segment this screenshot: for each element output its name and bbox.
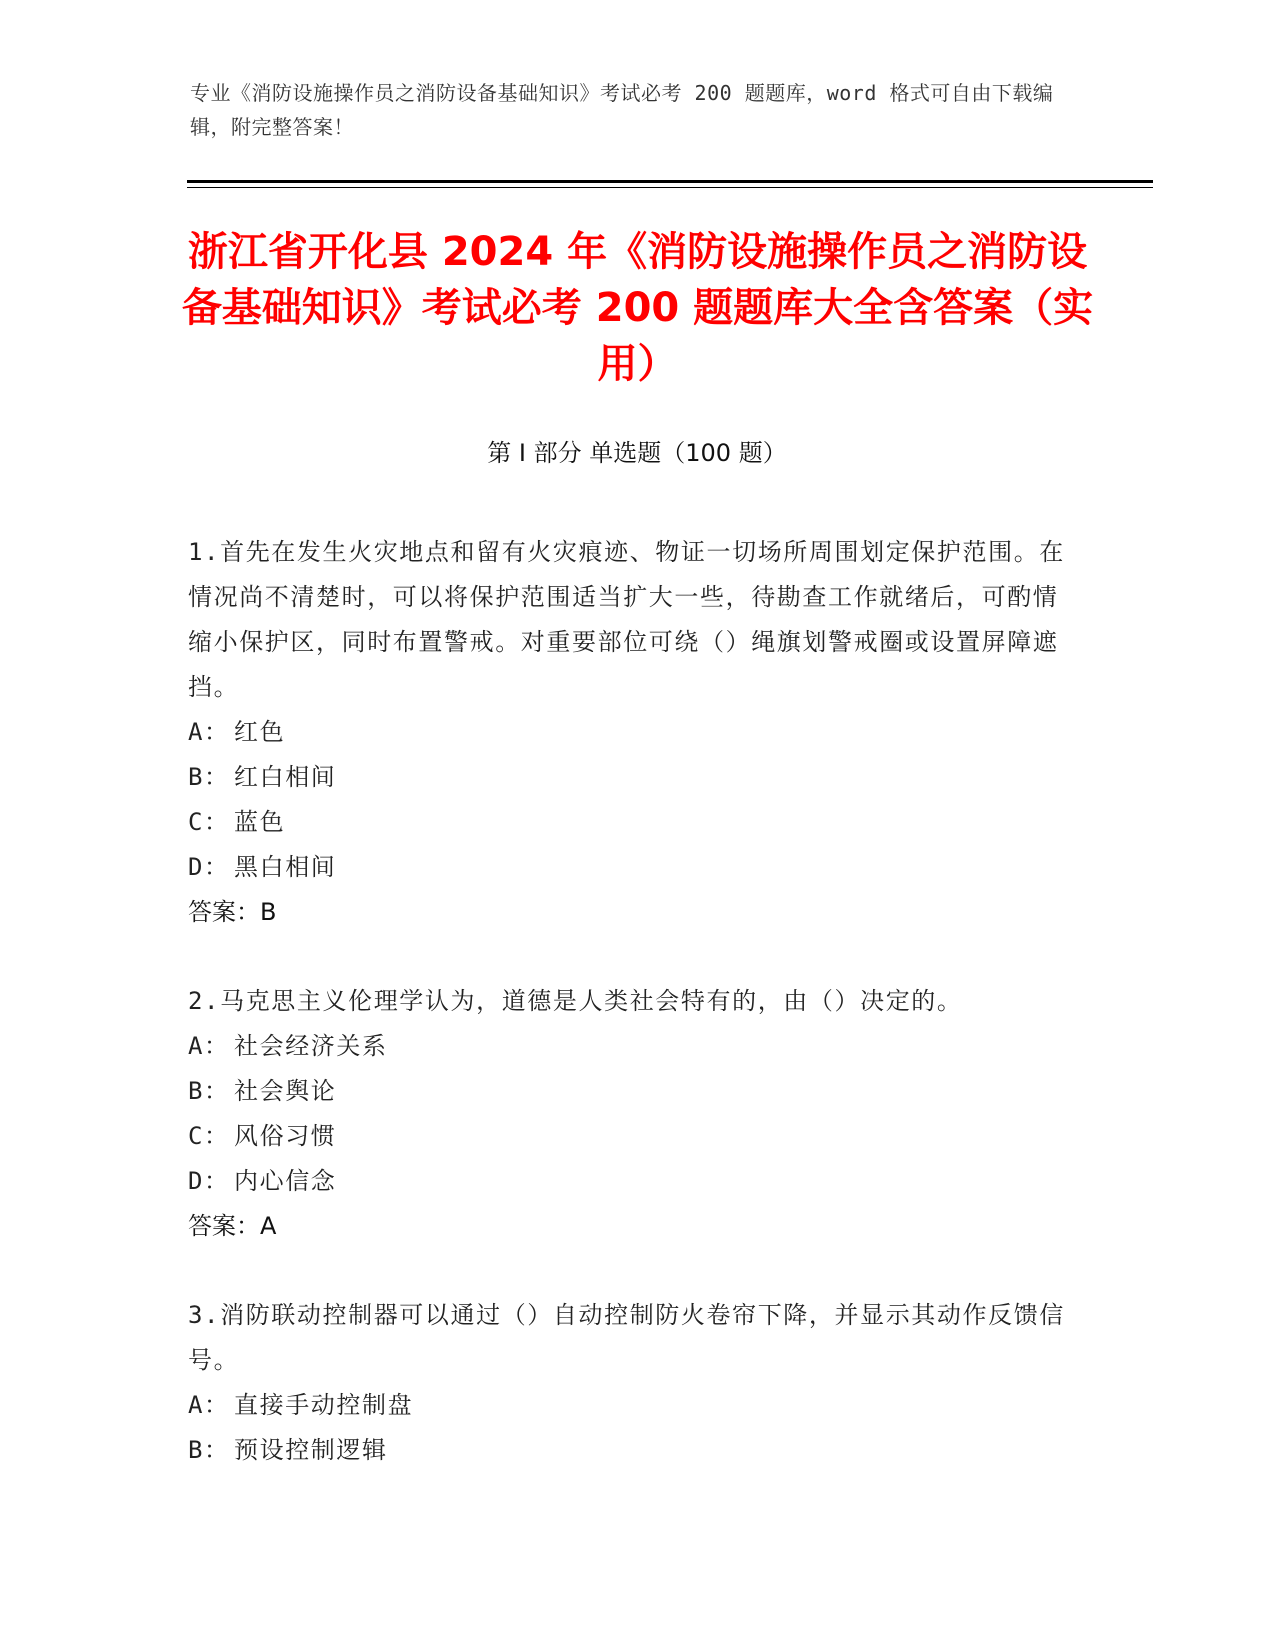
answer: 答案：A	[188, 1212, 277, 1240]
option-letter: A：	[188, 1391, 230, 1419]
option-text: 直接手动控制盘	[234, 1391, 414, 1419]
option-letter: D：	[188, 1167, 230, 1195]
option-c	[188, 1114, 1068, 1159]
option-letter: D：	[188, 853, 230, 881]
option-b	[188, 755, 1068, 800]
question-stem: 1.首先在发生火灾地点和留有火灾痕迹、物证一切场所周围划定保护范围。在情况尚不清楚时，可以将保护范围适当扩大一些，待勘查工作就绪后，可酌情缩小保护区，同时布置警戒。对重要部位可绕（）绳旗划警戒圈或设置屏障遮挡。	[188, 538, 1065, 701]
question-list	[188, 530, 1068, 1517]
option-text: 黑白相间	[234, 853, 337, 881]
option-letter: A：	[188, 1032, 230, 1060]
option-text: 风俗习惯	[234, 1122, 337, 1150]
option-text: 预设控制逻辑	[234, 1436, 388, 1464]
document-title: 浙江省开化县 2024 年《消防设施操作员之消防设备基础知识》考试必考 200 题题库大全含答案（实用）	[181, 229, 1094, 387]
option-b	[188, 1069, 1068, 1114]
question-stem: 3.消防联动控制器可以通过（）自动控制防火卷帘下降，并显示其动作反馈信号。	[188, 1301, 1065, 1374]
option-a	[188, 1024, 1068, 1069]
option-text: 蓝色	[234, 808, 286, 836]
option-a	[188, 1383, 1068, 1428]
option-text: 红色	[234, 718, 286, 746]
option-text: 社会舆论	[234, 1077, 337, 1105]
question-stem: 2.马克思主义伦理学认为，道德是人类社会特有的，由（）决定的。	[188, 987, 963, 1015]
question-2	[188, 979, 1068, 1249]
question-1	[188, 530, 1068, 935]
header-rule-thick	[187, 180, 1153, 183]
option-text: 社会经济关系	[234, 1032, 388, 1060]
header-rule-thin	[187, 187, 1153, 188]
option-b	[188, 1428, 1068, 1473]
option-letter: C：	[188, 1122, 230, 1150]
section-heading: 第 I 部分 单选题（100 题）	[487, 439, 787, 467]
option-d	[188, 1159, 1068, 1204]
option-d	[188, 845, 1068, 890]
header-note: 专业《消防设施操作员之消防设备基础知识》考试必考 200 题题库，word 格式可自由下载编辑，附完整答案！	[190, 81, 1054, 139]
option-letter: A：	[188, 718, 230, 746]
option-c	[188, 800, 1068, 845]
option-text: 红白相间	[234, 763, 337, 791]
option-letter: B：	[188, 763, 230, 791]
answer: 答案：B	[188, 898, 277, 926]
option-letter: B：	[188, 1436, 230, 1464]
option-a	[188, 710, 1068, 755]
option-letter: B：	[188, 1077, 230, 1105]
option-text: 内心信念	[234, 1167, 337, 1195]
option-letter: C：	[188, 808, 230, 836]
question-3	[188, 1293, 1068, 1473]
